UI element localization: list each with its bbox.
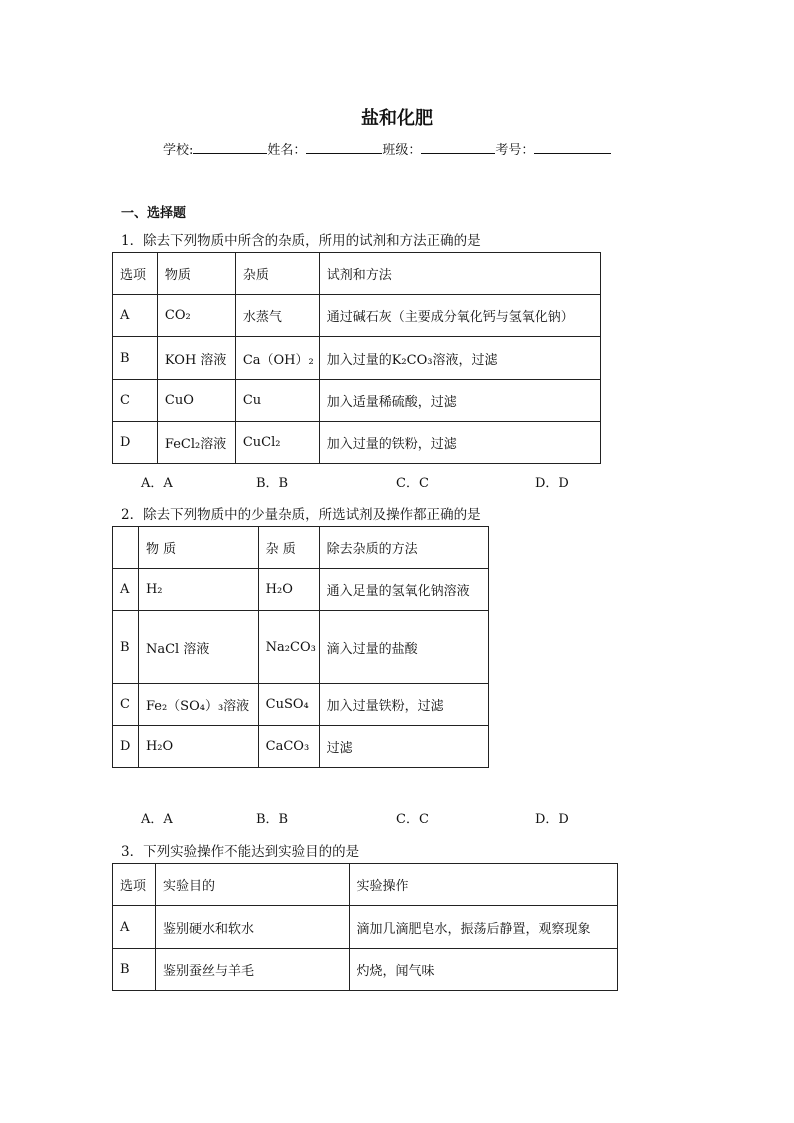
table-row xyxy=(113,684,489,726)
table-cell: B xyxy=(113,949,156,991)
option-a[interactable]: A．A xyxy=(141,476,173,491)
table-cell: 灼烧，闻气味 xyxy=(349,949,617,991)
table-cell: C xyxy=(113,380,158,422)
number-label: 考号： xyxy=(495,143,535,158)
question-3-stem: 3．下列实验操作不能达到实验目的的是 xyxy=(121,844,360,860)
name-label: 姓名： xyxy=(267,143,307,158)
table-cell: H₂O xyxy=(258,569,319,611)
table-cell: Cu xyxy=(235,380,319,422)
table-cell: 加入过量的铁粉，过滤 xyxy=(319,422,600,464)
table-cell: 通入足量的氢氧化钠溶液 xyxy=(319,569,488,611)
section-heading: 一、选择题 xyxy=(121,206,187,221)
table-cell: 鉴别硬水和软水 xyxy=(155,906,349,949)
header-cell: 实验操作 xyxy=(349,864,617,906)
table-row xyxy=(113,569,489,611)
option-d[interactable]: D．D xyxy=(535,812,569,827)
header-cell: 杂 质 xyxy=(258,527,319,569)
option-d[interactable]: D．D xyxy=(535,476,569,491)
table-cell: Na₂CO₃ xyxy=(258,611,319,684)
option-a[interactable]: A．A xyxy=(141,812,173,827)
table-cell: CuCl₂ xyxy=(235,422,319,464)
table-cell: B xyxy=(113,337,158,380)
student-info-line xyxy=(163,139,611,158)
question-2-options xyxy=(0,808,794,826)
table-cell: 通过碱石灰（主要成分氧化钙与氢氧化钠） xyxy=(319,295,600,337)
table-cell: A xyxy=(113,569,139,611)
header-cell xyxy=(113,527,139,569)
question-2-stem: 2．除去下列物质中的少量杂质，所选试剂及操作都正确的是 xyxy=(121,507,481,523)
table-cell: 加入过量铁粉，过滤 xyxy=(319,684,488,726)
header-cell: 物 质 xyxy=(138,527,258,569)
table-cell: CuSO₄ xyxy=(258,684,319,726)
header-cell: 选项 xyxy=(113,864,156,906)
table-cell: 加入过量的K₂CO₃溶液，过滤 xyxy=(319,337,600,380)
class-label: 班级： xyxy=(382,143,422,158)
header-cell: 选项 xyxy=(113,253,158,295)
table-cell: A xyxy=(113,295,158,337)
table-cell: B xyxy=(113,611,139,684)
table-row xyxy=(113,906,618,949)
option-b[interactable]: B．B xyxy=(256,476,289,491)
table-cell: D xyxy=(113,726,139,768)
table-cell: KOH 溶液 xyxy=(157,337,235,380)
table-cell: Fe₂（SO₄）₃溶液 xyxy=(138,684,258,726)
question-1-options xyxy=(0,472,794,490)
table-row xyxy=(113,949,618,991)
table-cell: 滴入过量的盐酸 xyxy=(319,611,488,684)
table-cell: 水蒸气 xyxy=(235,295,319,337)
table-cell: CuO xyxy=(157,380,235,422)
table-cell: 滴加几滴肥皂水，振荡后静置，观察现象 xyxy=(349,906,617,949)
header-cell: 杂质 xyxy=(235,253,319,295)
number-blank[interactable] xyxy=(534,141,611,154)
table-cell: C xyxy=(113,684,139,726)
question-1-stem: 1．除去下列物质中所含的杂质，所用的试剂和方法正确的是 xyxy=(121,233,481,249)
header-cell: 试剂和方法 xyxy=(319,253,600,295)
table-row xyxy=(113,422,601,464)
header-cell: 实验目的 xyxy=(155,864,349,906)
header-cell: 除去杂质的方法 xyxy=(319,527,488,569)
header-cell: 物质 xyxy=(157,253,235,295)
table-cell: Ca（OH）₂ xyxy=(235,337,319,380)
table-header-row xyxy=(113,527,489,569)
school-label: 学校: xyxy=(163,143,194,158)
table-cell: NaCl 溶液 xyxy=(138,611,258,684)
page-title: 盐和化肥 xyxy=(361,108,433,129)
option-c[interactable]: C．C xyxy=(396,476,429,491)
table-cell: 加入适量稀硫酸，过滤 xyxy=(319,380,600,422)
table-cell: FeCl₂溶液 xyxy=(157,422,235,464)
table-cell: CaCO₃ xyxy=(258,726,319,768)
table-cell: CO₂ xyxy=(157,295,235,337)
table-row xyxy=(113,611,489,684)
table-row xyxy=(113,295,601,337)
table-row xyxy=(113,380,601,422)
table-cell: A xyxy=(113,906,156,949)
table-cell: 鉴别蚕丝与羊毛 xyxy=(155,949,349,991)
school-blank[interactable] xyxy=(193,141,267,154)
question-1-table xyxy=(112,252,601,464)
option-b[interactable]: B．B xyxy=(256,812,289,827)
table-cell: 过滤 xyxy=(319,726,488,768)
name-blank[interactable] xyxy=(306,141,382,154)
table-cell: H₂O xyxy=(138,726,258,768)
table-row xyxy=(113,337,601,380)
table-header-row xyxy=(113,253,601,295)
table-row xyxy=(113,726,489,768)
option-c[interactable]: C．C xyxy=(396,812,429,827)
question-2-table xyxy=(112,526,489,768)
table-cell: D xyxy=(113,422,158,464)
question-3-table xyxy=(112,863,618,991)
table-header-row xyxy=(113,864,618,906)
table-cell: H₂ xyxy=(138,569,258,611)
class-blank[interactable] xyxy=(421,141,495,154)
